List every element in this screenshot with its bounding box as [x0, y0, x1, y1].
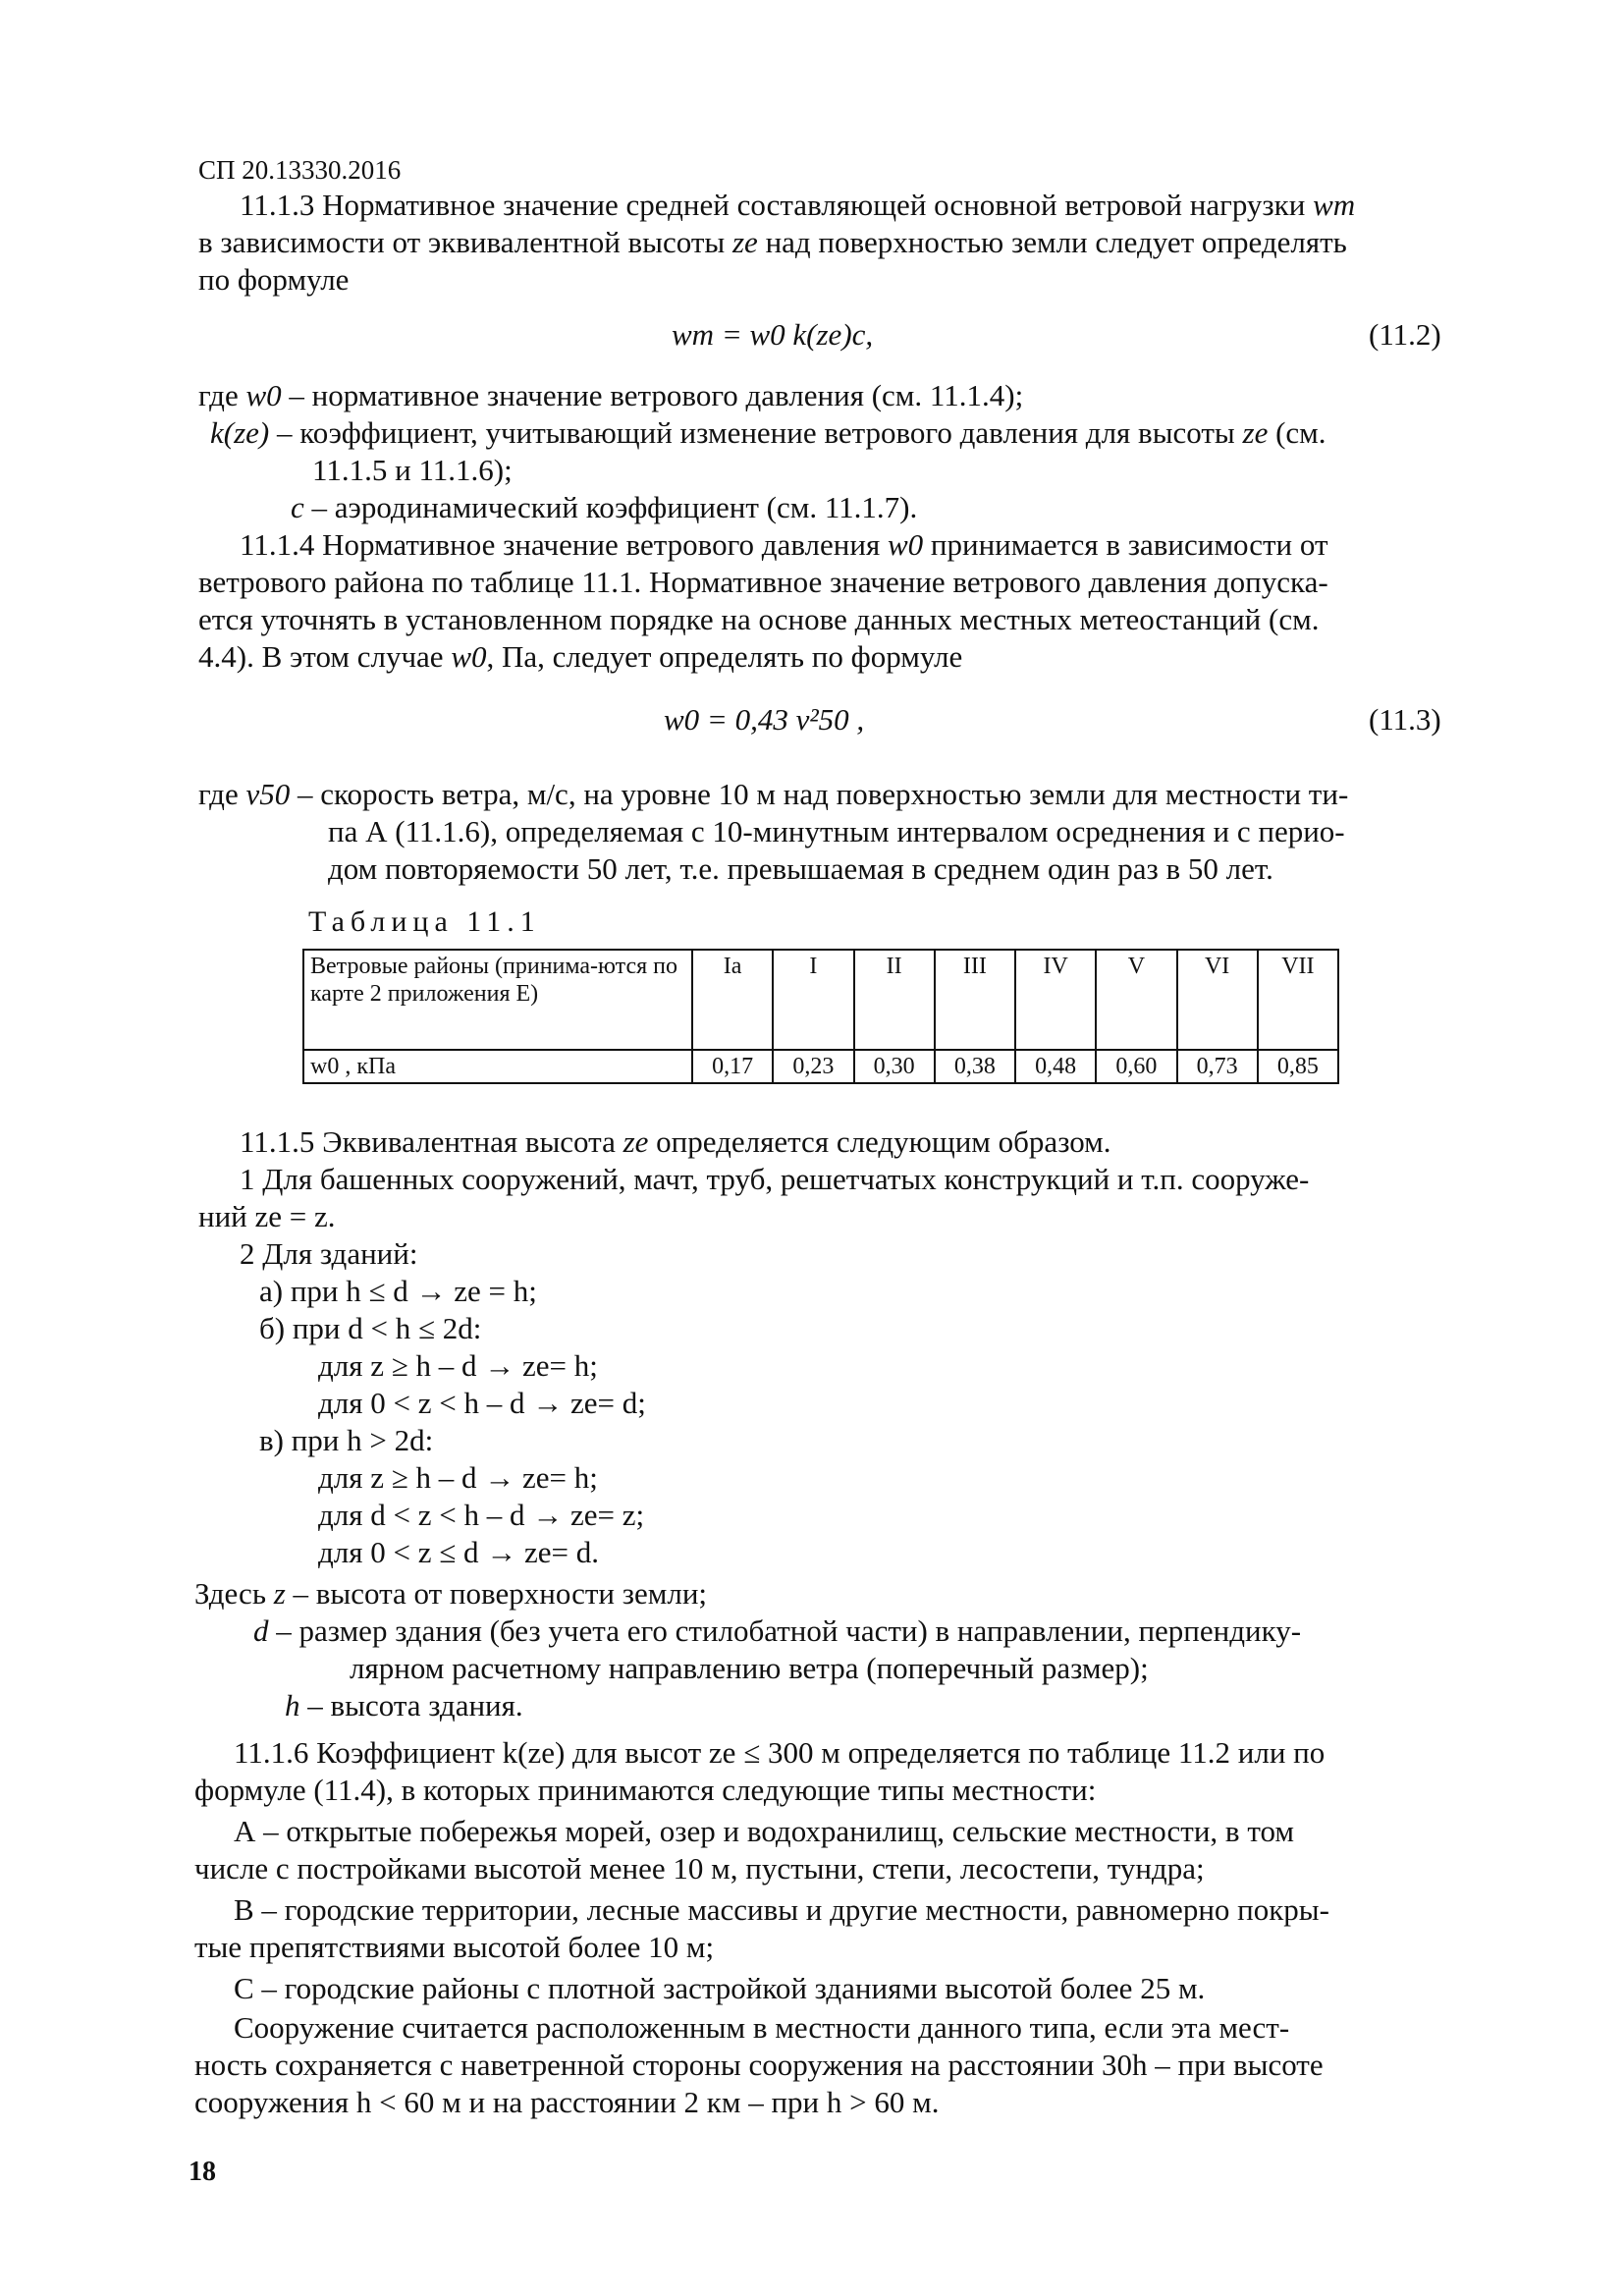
value-cell: 0,30 — [854, 1050, 935, 1083]
where-w0: где w0 – нормативное значение ветрового давления (см. 11.1.4); — [198, 378, 1024, 412]
s1115-item2: 2 Для зданий: — [240, 1236, 418, 1271]
value-cell: 0,17 — [692, 1050, 773, 1083]
terrain-c: С – городские районы с плотной застройкой зданиями высотой более 25 м. — [234, 1971, 1206, 2005]
district-cell: VI — [1177, 950, 1258, 1050]
s1115-line1: 11.1.5 Эквивалентная высота ze определяется следующим образом. — [240, 1124, 1111, 1159]
row-label-districts: Ветровые районы (принима-ются по карте 2 приложения Е) — [303, 950, 692, 1050]
where-d-cont: лярном расчетному направлению ветра (поперечный размер); — [350, 1651, 1149, 1685]
s1116-note2: ность сохраняется с наветренной стороны сооружения на расстоянии 30h – при высоте — [194, 2048, 1324, 2082]
s1113-line2: в зависимости от эквивалентной высоты ze над поверхностью земли следует определять — [198, 225, 1347, 259]
case-c1: для z ≥ h – d → ze= h; — [318, 1460, 598, 1495]
district-cell: V — [1096, 950, 1176, 1050]
where-h: h – высота здания. — [285, 1688, 523, 1722]
where-c: c – аэродинамический коэффициент (см. 11.1.7). — [291, 490, 918, 524]
district-cell: VII — [1258, 950, 1338, 1050]
terrain-b-cont: тые препятствиями высотой более 10 м; — [194, 1930, 715, 1964]
terrain-a-cont: числе с постройками высотой менее 10 м, пустыни, степи, лесостепи, тундра; — [194, 1851, 1205, 1886]
where-v50: где v50 – скорость ветра, м/с, на уровне 10 м над поверхностью земли для местности ти- — [198, 777, 1349, 811]
document-code: СП 20.13330.2016 — [198, 155, 402, 185]
case-c2: для d < z < h – d → ze= z; — [318, 1498, 645, 1532]
where-z: Здесь z – высота от поверхности земли; — [194, 1576, 708, 1611]
s1115-item1-cont: ний ze = z. — [198, 1199, 336, 1233]
table-row — [303, 1050, 1338, 1083]
case-a: а) при h ≤ d → ze = h; — [259, 1274, 537, 1308]
terrain-b: В – городские территории, лесные массивы и другие местности, равномерно покры- — [234, 1892, 1329, 1927]
case-b: б) при d < h ≤ 2d: — [259, 1311, 482, 1345]
terrain-a: А – открытые побережья морей, озер и водохранилищ, сельские местности, в том — [234, 1814, 1294, 1848]
s1116-line1: 11.1.6 Коэффициент k(ze) для высот ze ≤ 300 м определяется по таблице 11.2 или по — [234, 1735, 1326, 1770]
where-d: d – размер здания (без учета его стилобатной части) в направлении, перпендику- — [253, 1613, 1302, 1648]
district-cell: II — [854, 950, 935, 1050]
case-b1: для z ≥ h – d → ze= h; — [318, 1348, 598, 1383]
district-cell: Ia — [692, 950, 773, 1050]
value-cell: 0,85 — [1258, 1050, 1338, 1083]
district-cell: III — [935, 950, 1015, 1050]
district-cell: I — [773, 950, 853, 1050]
row-label-w0: w0 , кПа — [303, 1050, 692, 1083]
s1114-line3: ется уточнять в установленном порядке на основе данных местных метеостанций (см. — [198, 602, 1320, 636]
where-v50-cont2: дом повторяемости 50 лет, т.е. превышаемая в среднем один раз в 50 лет. — [328, 851, 1273, 886]
table-row — [303, 950, 1338, 1050]
s1113-line3: по формуле — [198, 262, 350, 297]
s1116-note3: сооружения h < 60 м и на расстоянии 2 км – при h > 60 м. — [194, 2085, 940, 2119]
formula-11-3-number: (11.3) — [1369, 702, 1441, 737]
s1116-note1: Сооружение считается расположенным в местности данного типа, если эта мест- — [234, 2010, 1290, 2045]
table-title: Таблица 11.1 — [308, 905, 541, 938]
case-c3: для 0 < z ≤ d → ze= d. — [318, 1535, 600, 1569]
formula-11-3: w0 = 0,43 v²50 , — [664, 702, 865, 737]
where-kze: k(ze) – коэффициент, учитывающий изменение ветрового давления для высоты ze (см. — [210, 415, 1326, 450]
value-cell: 0,48 — [1015, 1050, 1096, 1083]
value-cell: 0,73 — [1177, 1050, 1258, 1083]
formula-11-2-number: (11.2) — [1369, 317, 1441, 352]
where-kze-cont: 11.1.5 и 11.1.6); — [312, 453, 513, 487]
where-v50-cont1: па А (11.1.6), определяемая с 10-минутным интервалом осреднения и с перио- — [328, 814, 1345, 848]
formula-11-2: wm = w0 k(ze)c, — [672, 317, 874, 352]
wind-pressure-table — [302, 949, 1339, 1084]
s1113-line1: 11.1.3 Нормативное значение средней составляющей основной ветровой нагрузки wm — [240, 188, 1356, 222]
s1116-line2: формуле (11.4), в которых принимаются следующие типы местности: — [194, 1773, 1097, 1807]
s1115-item1: 1 Для башенных сооружений, мачт, труб, решетчатых конструкций и т.п. сооруже- — [240, 1162, 1310, 1196]
s1114-line4: 4.4). В этом случае w0, Па, следует определять по формуле — [198, 639, 963, 674]
value-cell: 0,38 — [935, 1050, 1015, 1083]
page-number: 18 — [189, 2157, 216, 2187]
s1114-line1: 11.1.4 Нормативное значение ветрового давления w0 принимается в зависимости от — [240, 527, 1328, 562]
value-cell: 0,60 — [1096, 1050, 1176, 1083]
case-c: в) при h > 2d: — [259, 1423, 434, 1457]
district-cell: IV — [1015, 950, 1096, 1050]
s1114-line2: ветрового района по таблице 11.1. Нормативное значение ветрового давления допуска- — [198, 565, 1328, 599]
case-b2: для 0 < z < h – d → ze= d; — [318, 1386, 646, 1420]
value-cell: 0,23 — [773, 1050, 853, 1083]
